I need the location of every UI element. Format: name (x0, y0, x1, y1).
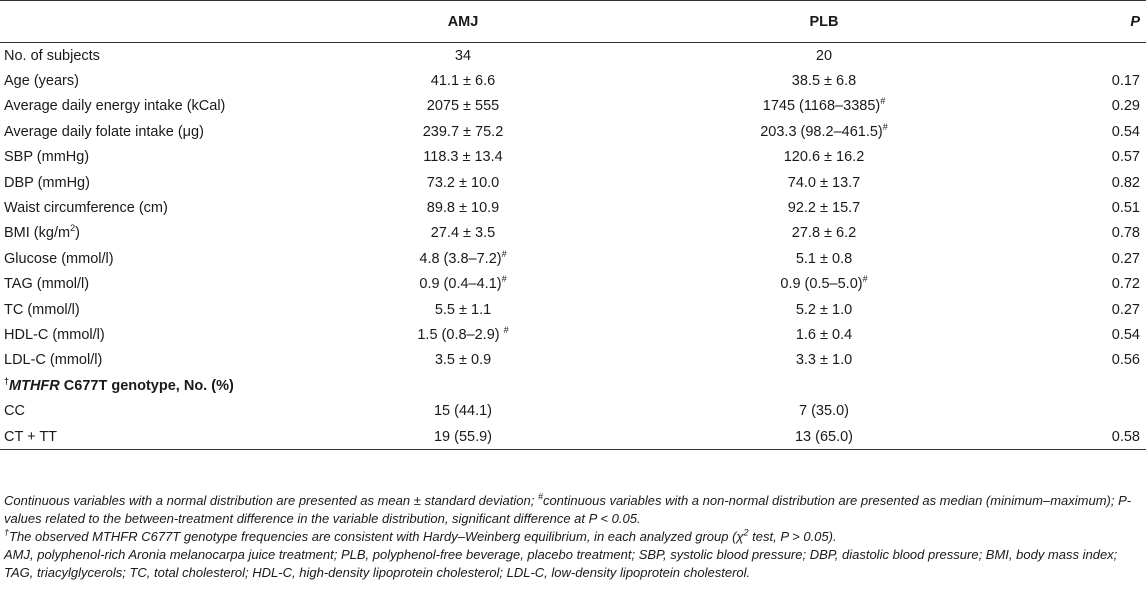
cell-p: 0.72 (1111, 276, 1140, 293)
cell-p: 0.54 (1111, 123, 1140, 140)
cell-p: 0.56 (1111, 352, 1140, 369)
row-label: Age (years) (4, 73, 79, 90)
cell-plb: 0.9 (0.5–5.0)# (780, 274, 868, 293)
row-label: CC (4, 403, 25, 420)
cell-amj: 34 (454, 47, 472, 64)
header-amj: AMJ (290, 1, 636, 43)
cell-amj: 3.5 ± 0.9 (434, 352, 492, 369)
cell-p: 0.29 (1111, 98, 1140, 115)
table-section-row (0, 373, 1146, 398)
table-row (0, 221, 1146, 246)
row-label: LDL-C (mmol/l) (4, 352, 103, 369)
table-row (0, 68, 1146, 93)
table-row (0, 43, 1146, 69)
cell-amj: 239.7 ± 75.2 (422, 123, 504, 140)
table-row (0, 348, 1146, 373)
row-label: Average daily energy intake (kCal) (4, 98, 226, 115)
cell-p: 0.17 (1111, 73, 1140, 90)
row-label: Glucose (mmol/l) (4, 250, 114, 267)
cell-amj: 19 (55.9) (290, 424, 636, 450)
cell-p: 0.82 (1111, 174, 1140, 191)
table-row (0, 195, 1146, 220)
cell-plb: 120.6 ± 16.2 (783, 149, 865, 166)
cell-amj: 118.3 ± 13.4 (423, 149, 503, 166)
table-footnotes (4, 492, 1140, 582)
row-label: CT + TT (0, 424, 290, 450)
cell-p: 0.51 (1111, 200, 1140, 217)
row-label: BMI $(kg/m^2)$ (4, 223, 80, 242)
cell-p: 0.27 (1111, 250, 1140, 267)
cell-amj: 15 (44.1) (433, 403, 493, 420)
row-label: †MTHFR C677T genotype, No. (%) (4, 375, 234, 394)
cell-amj: 73.2 ± 10.0 (426, 174, 500, 191)
cell-p: 0.78 (1111, 225, 1140, 242)
table-row (0, 424, 1146, 450)
cell-plb: 74.0 ± 13.7 (787, 174, 861, 191)
row-label: Average daily folate intake (μg) (4, 123, 204, 140)
table-row (0, 145, 1146, 170)
table-row (0, 94, 1146, 119)
cell-amj: 1.5 (0.8–2.9) # (417, 325, 509, 343)
table-header-row (0, 1, 1146, 43)
row-label: SBP (mmHg) (4, 149, 90, 166)
table-row (0, 398, 1146, 423)
cell-plb: 92.2 ± 15.7 (787, 200, 861, 217)
table-body (0, 43, 1146, 450)
header-variable (0, 1, 290, 43)
footnote-3: AMJ, polyphenol-rich Aronia melanocarpa juice treatment; PLB, polyphenol-free beverage, placebo treatment; SBP, systolic blood pressure; DBP, diastolic blood pressure; BMI, body mass index; TAG, triacylglycerols; TC, total cholesterol; HDL-C, high-density lipoprotein cholesterol; LDL-C, low-density lipoprotein cholesterol. (4, 547, 1118, 580)
table-row (0, 170, 1146, 195)
cell-plb: 3.3 ± 1.0 (795, 352, 853, 369)
cell-amj: 27.4 ± 3.5 (430, 225, 496, 242)
cell-plb: 7 (35.0) (799, 403, 849, 420)
table-row (0, 246, 1146, 271)
cell-amj: 5.5 ± 1.1 (434, 301, 492, 318)
cell-p (1012, 398, 1146, 423)
cell-p: 0.58 (1012, 424, 1146, 450)
footnote-2: †The observed MTHFR C677T genotype frequencies are consistent with Hardy–Weinberg equilibrium, in each analyzed group ($\chi^2$ test, P > 0.05). (4, 527, 837, 544)
cell-p (1012, 373, 1146, 398)
cell-p (1012, 43, 1146, 69)
cell-plb: 38.5 ± 6.8 (791, 73, 857, 90)
table-row (0, 297, 1146, 322)
row-label: Waist circumference (cm) (4, 200, 168, 217)
cell-p: 0.54 (1111, 326, 1140, 343)
cell-plb: 5.2 ± 1.0 (795, 301, 853, 318)
cell-plb: 1.6 ± 0.4 (795, 326, 853, 343)
row-label: TC (mmol/l) (4, 301, 80, 318)
cell-plb: 13 (65.0) (636, 424, 1012, 450)
row-label: HDL-C (mmol/l) (4, 326, 105, 343)
cell-amj: 4.8 (3.8–7.2)# (419, 248, 507, 267)
table-row (0, 272, 1146, 297)
cell-plb: 27.8 ± 6.2 (791, 225, 857, 242)
cell-plb: 203.3 (98.2–461.5)# (760, 122, 888, 140)
footnote-1: Continuous variables with a normal distribution are presented as mean ± standard deviation; #continuous variables with a non-normal distribution are presented as median (minimum–maximum); P-values related to the between-treatment difference in the variable distribution, significant difference at P < 0.05. (4, 491, 1132, 526)
cell-plb: 1745 (1168–3385)# (762, 96, 886, 115)
cell-amj: 41.1 ± 6.6 (430, 73, 496, 90)
row-label: DBP (mmHg) (4, 174, 90, 191)
cell-p: 0.57 (1111, 149, 1140, 166)
table-row (0, 119, 1146, 144)
cell-amj: 0.9 (0.4–4.1)# (419, 274, 507, 293)
cell-amj (290, 373, 636, 398)
header-plb: PLB (636, 1, 1012, 43)
cell-plb: 5.1 ± 0.8 (795, 250, 853, 267)
header-p: P (1012, 1, 1146, 43)
table-row (0, 322, 1146, 347)
cell-plb (636, 373, 1012, 398)
cell-amj: 89.8 ± 10.9 (426, 200, 500, 217)
cell-amj: 2075 ± 555 (426, 98, 500, 115)
cell-p: 0.27 (1111, 301, 1140, 318)
row-label: No. of subjects (4, 47, 100, 64)
cell-plb: 20 (815, 47, 833, 64)
row-label: TAG (mmol/l) (4, 276, 90, 293)
